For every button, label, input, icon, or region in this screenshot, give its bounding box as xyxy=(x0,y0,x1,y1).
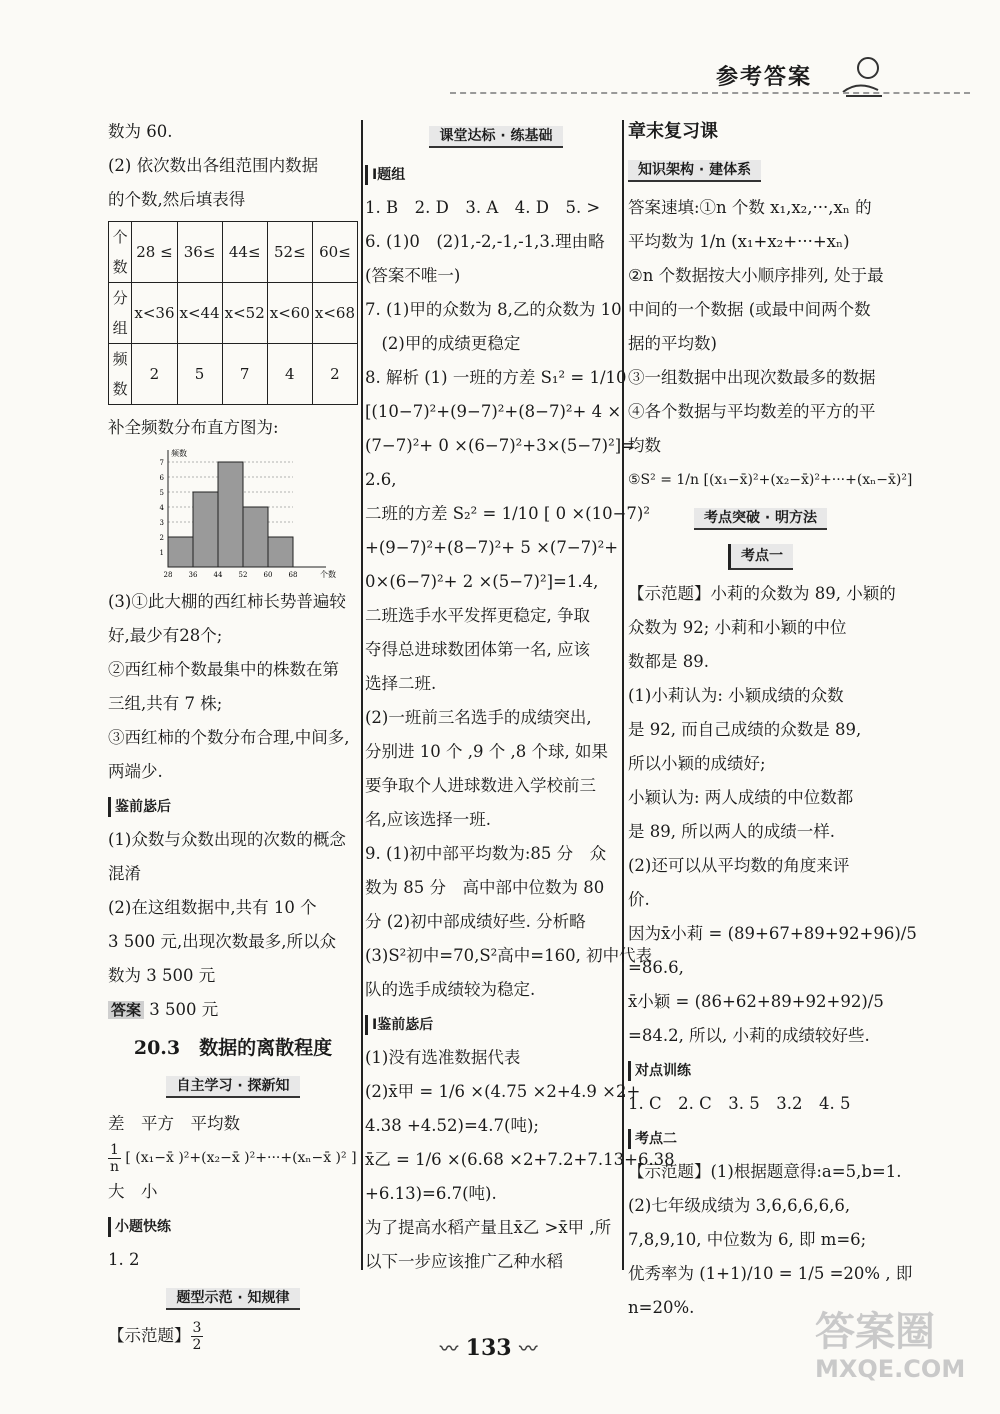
table-cell: 52≤ xyxy=(267,222,312,283)
answer-value: 3 500 元 xyxy=(149,1000,219,1019)
text-line: 6. (1)0 (2)1,-2,-1,-1,3.理由略 xyxy=(365,232,605,251)
text-line: ②西红柿个数最集中的株数在第 xyxy=(108,660,339,679)
text-line: 2.6, xyxy=(365,470,397,489)
text-line: 7. (1)甲的众数为 8,乙的众数为 10 xyxy=(365,300,622,319)
text-line: (2)一班前三名选手的成绩突出, xyxy=(365,708,592,727)
table-cell: x<52 xyxy=(222,283,267,344)
example-label: 【示范题】 xyxy=(108,1326,191,1345)
text-line: 两端少. xyxy=(108,762,163,781)
text-line: 9. (1)初中部平均数为:85 分 众 xyxy=(365,844,607,863)
table-cell: x<60 xyxy=(267,283,312,344)
text-line: 均数 xyxy=(628,436,661,455)
text-line: 8. 解析 (1) 一班的方差 S₁² = 1/10 xyxy=(365,368,627,387)
text-line: 所以小颖的成绩好; xyxy=(628,754,766,773)
text-line: 据的平均数) xyxy=(628,334,717,353)
text-line: 三组,共有 7 株; xyxy=(108,694,223,713)
text-line: 数都是 89. xyxy=(628,652,709,671)
page-number: 〰 133 〰 xyxy=(440,1335,538,1361)
text-line: 0×(6−7)²+ 2 ×(5−7)²]=1.4, xyxy=(365,572,599,591)
text-line: =84.2, 所以, 小莉的成绩较好些. xyxy=(628,1026,870,1045)
watermark-url: MXQE.COM xyxy=(815,1355,966,1383)
section-title: 20.3 数据的离散程度 xyxy=(133,1037,333,1059)
text-line: 是 89, 所以两人的成绩一样. xyxy=(628,822,835,841)
tag-group-one: Ⅰ题组 xyxy=(365,165,409,185)
text-line: 选择二班. xyxy=(365,674,437,693)
text-line: n=20%. xyxy=(628,1298,695,1317)
text-line: 3 500 元,出现次数最多,所以众 xyxy=(108,932,336,951)
histogram-bar xyxy=(243,507,268,567)
text-line: 差 平方 平均数 xyxy=(108,1114,240,1133)
text-line: +(9−7)²+(8−7)²+ 5 ×(7−7)²+ xyxy=(365,538,619,557)
table-cell: 28 ≤ xyxy=(132,222,177,283)
y-tick-label: 3 xyxy=(159,519,164,527)
text-line: 7,8,9,10, 中位数为 6, 即 m=6; xyxy=(628,1230,867,1249)
text-line: 夺得总进球数团体第一名, 应该 xyxy=(365,640,590,659)
text-line: 好,最少有28个; xyxy=(108,626,223,645)
text-line: ③西红柿的个数分布合理,中间多, xyxy=(108,728,350,747)
text-line: [(10−7)²+(9−7)²+(8−7)²+ 4 × xyxy=(365,402,622,421)
page-header-title: 参考答案 xyxy=(716,65,813,90)
fraction-denominator: 2 xyxy=(192,1337,202,1353)
table-cell: 4 xyxy=(267,344,312,405)
banner-kaodian: 考点突破 · 明方法 xyxy=(694,508,827,530)
text-line: 大 小 xyxy=(108,1182,158,1201)
tag-kaodian-one: 考点一 xyxy=(728,544,793,570)
column-left: 数为 60. (2) 依次数出各组范围内数据 的个数,然后填表得 个数 28 ≤ 36≤ 44≤ 52≤ 60≤ 分组 x<36 x<44 x<52 x<60 x<68 频数 2 5 7 4 2 补全频数分布直方图为: 1 2 3 4 5 6 7 28 36 44 52 60 68 频数 个数 (3)①此大棚的西红柿长势普遍较 好,最少有28个; ②西红柿个数最集中的株数在第 三组,共有 7 株; ③西红柿的个数分布合理,中间多, 两端少. 鉴前毖后 (1)众数与众数出现的次数的概念 混淆 (2)在这组数据中,共有 10 个 3 500 元,出现次数最多,所以众 数为 3 500 元 答案 3 500 元 20.3 数据的离散程度 自主学习 · 探新知 差 平方 平均数 $\frac{1}{n}$ [ (x₁−x̄ )²+(x₂−x̄ )²+···+(xₙ−x̄ )² ] 大 小 小题快练 1. 2 题型示范 · 知规律 【示范题】 $\frac{3}{2}$ xyxy=(108,115,358,1353)
text-line: ②n 个数据按大小顺序排列, 处于最 xyxy=(628,266,884,285)
text-line: 数为 85 分 高中部中位数为 80 xyxy=(365,878,605,897)
histogram-caption: 补全频数分布直方图为: xyxy=(108,418,279,437)
text-line: 要争取个人进球数进入学校前三 xyxy=(365,776,596,795)
text-line: 中间的一个数据 (或最中间两个数 xyxy=(628,300,871,319)
variance-formula: [ (x₁−x̄ )²+(x₂−x̄ )²+···+(xₙ−x̄ )² ] xyxy=(125,1150,357,1166)
tag-xiaoti: 小题快练 xyxy=(108,1217,175,1237)
text-line: 价. xyxy=(628,890,650,909)
text-line: (3)S²初中=70,S²高中=160, 初中代表 xyxy=(365,946,653,965)
tag-duidian: 对点训练 xyxy=(628,1061,695,1081)
text-line: 的个数,然后填表得 xyxy=(108,190,246,209)
x-tick-label: 68 xyxy=(288,571,298,579)
table-cell: x<36 xyxy=(132,283,177,344)
table-cell: 频数 xyxy=(109,344,132,405)
table-cell: 5 xyxy=(177,344,222,405)
header-divider xyxy=(450,92,970,94)
x-tick-label: 60 xyxy=(263,571,273,579)
text-line: 优秀率为 (1+1)/10 = 1/5 =20% , 即 xyxy=(628,1264,913,1283)
histogram-bar xyxy=(193,492,218,567)
text-line: ③一组数据中出现次数最多的数据 xyxy=(628,368,876,387)
text-line: 小颖认为: 两人成绩的中位数都 xyxy=(628,788,854,807)
text-line: =86.6, xyxy=(628,958,684,977)
text-line: +6.13)=6.7(吨). xyxy=(365,1184,497,1203)
fraction-numerator: 3 xyxy=(192,1320,202,1336)
text-line: x̄乙 = 1/6 ×(6.68 ×2+7.2+7.13+6.38 xyxy=(365,1150,675,1169)
x-tick-label: 28 xyxy=(163,571,173,579)
text-line: x̄小颖 = (86+62+89+92+92)/5 xyxy=(628,992,884,1011)
banner-zizhu: 自主学习 · 探新知 xyxy=(166,1076,299,1098)
text-line: 平均数为 1/n (x₁+x₂+···+xₙ) xyxy=(628,232,850,251)
answer-badge: 答案 xyxy=(108,1001,144,1019)
text-line: (2)七年级成绩为 3,6,6,6,6,6, xyxy=(628,1196,851,1215)
x-tick-label: 36 xyxy=(188,571,198,579)
y-tick-label: 2 xyxy=(159,534,164,542)
table-cell: 36≤ xyxy=(177,222,222,283)
text-line: (2)甲的成绩更稳定 xyxy=(365,334,521,353)
text-line: (答案不唯一) xyxy=(365,266,461,285)
table-cell: 60≤ xyxy=(312,222,357,283)
text-line: (1)众数与众数出现的次数的概念 xyxy=(108,830,346,849)
banner-tixing: 题型示范 · 知规律 xyxy=(166,1288,299,1310)
frequency-table xyxy=(108,221,358,405)
column-right xyxy=(628,115,917,1325)
text-line: 为了提高水稻产量且x̄乙 >x̄甲 ,所 xyxy=(365,1218,612,1237)
text-line: (1)小莉认为: 小颖成绩的众数 xyxy=(628,686,844,705)
histogram-bar xyxy=(168,537,193,567)
table-cell: x<68 xyxy=(312,283,357,344)
table-cell: 个数 xyxy=(109,222,132,283)
table-cell: 2 xyxy=(312,344,357,405)
frequency-histogram xyxy=(148,445,348,585)
tag-jianqian: Ⅰ鉴前毖后 xyxy=(365,1015,437,1035)
text-line: (1)没有选准数据代表 xyxy=(365,1048,521,1067)
text-line: 众数为 92; 小莉和小颖的中位 xyxy=(628,618,847,637)
text-line: 混淆 xyxy=(108,864,141,883)
text-line: ⑤S² = 1/n [(x₁−x̄)²+(x₂−x̄)²+···+(xₙ−x̄)²] xyxy=(628,472,913,488)
text-line: 分 (2)初中部成绩好些. 分析略 xyxy=(365,912,586,931)
text-line: 队的选手成绩较为稳定. xyxy=(365,980,536,999)
x-tick-label: 52 xyxy=(238,571,248,579)
y-tick-label: 1 xyxy=(159,549,164,557)
text-line: 二班的方差 S₂² = 1/10 [ 0 ×(10−7)² xyxy=(365,504,650,523)
text-line: 以下一步应该推广乙种水稻 xyxy=(365,1252,563,1271)
text-line: (2)在这组数据中,共有 10 个 xyxy=(108,898,317,917)
text-line: 【示范题】(1)根据题意得:a=5,b=1. xyxy=(628,1162,902,1181)
text-line: (2)x̄甲 = 1/6 ×(4.75 ×2+4.9 ×2+ xyxy=(365,1082,641,1101)
y-tick-label: 4 xyxy=(159,504,164,512)
text-line: 数为 60. xyxy=(108,122,173,141)
table-cell: 44≤ xyxy=(222,222,267,283)
text-line: 数为 3 500 元 xyxy=(108,966,216,985)
text-line: 1. C 2. C 3. 5 3.2 4. 5 xyxy=(628,1094,851,1113)
text-line: 【示范题】小莉的众数为 89, 小颖的 xyxy=(628,584,896,603)
tag-jianqian: 鉴前毖后 xyxy=(108,797,175,817)
y-tick-label: 5 xyxy=(159,489,164,497)
table-cell: 2 xyxy=(132,344,177,405)
text-line: (2)还可以从平均数的角度来评 xyxy=(628,856,850,875)
table-cell: 分组 xyxy=(109,283,132,344)
text-line: 分别进 10 个 ,9 个 ,8 个球, 如果 xyxy=(365,742,608,761)
text-line: 4.38 +4.52)=4.7(吨); xyxy=(365,1116,539,1135)
text-line: 1. B 2. D 3. A 4. D 5. > xyxy=(365,198,601,217)
chapter-review-title: 章末复习课 xyxy=(628,121,718,142)
text-line: (3)①此大棚的西红柿长势普遍较 xyxy=(108,592,346,611)
table-cell: x<44 xyxy=(177,283,222,344)
x-tick-label: 44 xyxy=(213,571,223,579)
histogram-bar xyxy=(268,537,293,567)
histogram-bar xyxy=(218,462,243,567)
x-axis-label: 个数 xyxy=(320,570,336,579)
y-tick-label: 7 xyxy=(159,459,164,467)
column-divider-1 xyxy=(361,120,363,1270)
text-line: 1. 2 xyxy=(108,1250,140,1269)
banner-ketang: 课堂达标 · 练基础 xyxy=(429,126,562,148)
banner-zhishi: 知识架构 · 建体系 xyxy=(628,160,761,182)
table-cell: 7 xyxy=(222,344,267,405)
text-line: 二班选手水平发挥更稳定, 争取 xyxy=(365,606,590,625)
watermark-logo: 答案圈 xyxy=(815,1309,935,1355)
y-tick-label: 6 xyxy=(159,474,164,482)
text-line: 因为x̄小莉 = (89+67+89+92+96)/5 xyxy=(628,924,917,943)
y-axis-label: 频数 xyxy=(171,449,187,458)
text-line: (7−7)²+ 0 ×(6−7)²+3×(5−7)²]= xyxy=(365,436,635,455)
text-line: 答案速填:①n 个数 x₁,x₂,···,xₙ 的 xyxy=(628,198,872,217)
text-line: ④各个数据与平均数差的平方的平 xyxy=(628,402,876,421)
text-line: 是 92, 而自己成绩的众数是 89, xyxy=(628,720,862,739)
text-line: (2) 依次数出各组范围内数据 xyxy=(108,156,319,175)
text-line: 名,应该选择一班. xyxy=(365,810,491,829)
tag-kaodian-two: 考点二 xyxy=(628,1129,681,1149)
